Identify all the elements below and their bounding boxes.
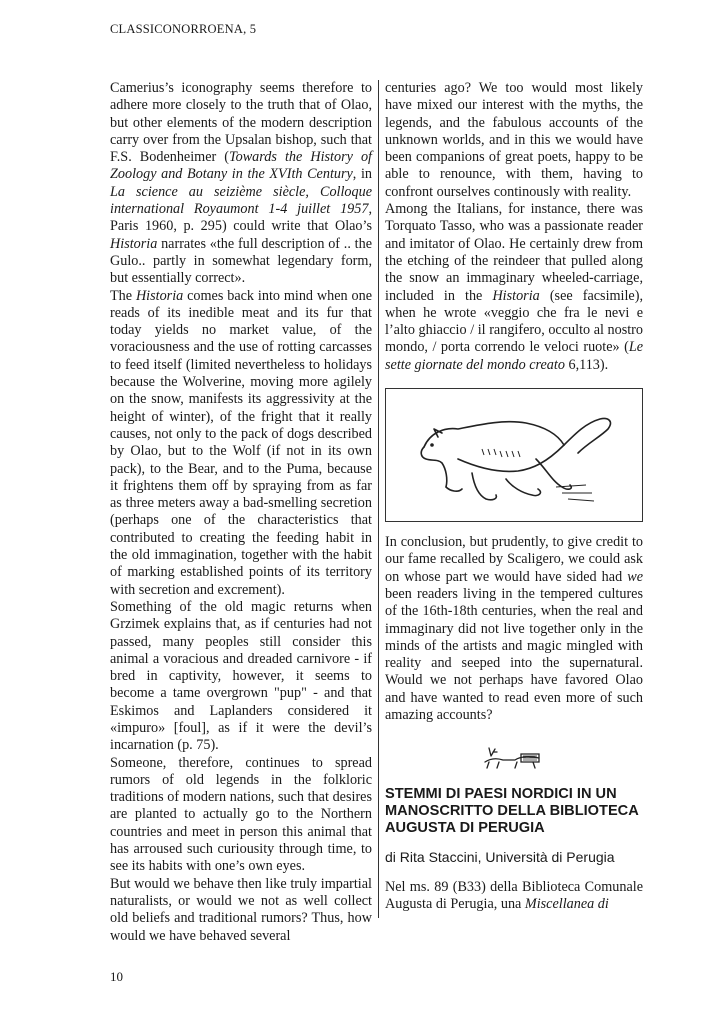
page-number: 10: [110, 969, 123, 984]
paragraph: [110, 755, 372, 876]
left-column: [110, 80, 372, 945]
text-run: comes back into mind when one reads of its inedible meat and its fur that today yields no market value, of the voraciousness and the use of rotting carcasses to feed itself (limited nevertheless to holidays because the Wolverine, moving more agilely on the snow, manifests its aggressivity at the height of winter), of the fright that it really causes, not only to the pack of dogs described by Olao, but to the Wolf (if not in its own pack), to the Bear, and to the Puma, because it frightens them off by spraying from as far as three meters away a bad-smelling secretion (perhaps one of the characteristics that contributed to creating the feeding habit in the old immagination, together with the habit of marking established points of its territory with secretion and excrement).: [110, 287, 372, 598]
text-run: been readers living in the tempered cultures of the 16th-18th centuries, when the real and immaginary did not live together only in the minds of the artists and magic mingled with reality and seeped into the supernatural. Would we not perhaps have favored Olao and have wanted to read even more of such amazing accounts?: [385, 585, 643, 724]
italic-text: Towards the History of Zoology and Botany in the XVIth Century: [110, 149, 372, 183]
italic-text: Historia: [492, 287, 540, 304]
text-run: Something of the old magic returns when Grzimek explains that, as if centuries had not passed, many peoples still consider this animal a voracious and dreaded carnivore - if bred in captivity, however, it seems to become a tame overgrown "pup" - and that Eskimos and Laplanders considered it «impuro» [foul], as if it were the devil’s incarnation (p. 75).: [110, 598, 372, 754]
right-column: [385, 80, 643, 913]
text-run: Camerius’s iconography seems therefore to adhere more closely to the truth that of Olao, but other elements of the modern description carry over from the Upsalan bishop, such that F.S. Bodenheimer (: [110, 80, 372, 166]
paragraph: [385, 879, 643, 914]
text-run: 6,113).: [564, 356, 609, 373]
reindeer-sled-ornament-icon: [481, 744, 543, 770]
right-column-bottom-text: [385, 534, 643, 724]
text-run: centuries ago? We too would most likely have mixed our interest with the myths, the legends, and the fabulous accounts of the unknown worlds, and in this we would have been companions of great poets, happy to be able to renounce, with them, having to confront ourselves continously with reality.: [385, 80, 643, 200]
paragraph: [110, 876, 372, 945]
text-run: Someone, therefore, continues to spread rumors of old legends in the folkloric traditions of modern nations, such that desires are planted to actually go to the Northern countries and meet in person this animal that has arroused such curiousity through time, to see its habits with one’s own eyes.: [110, 754, 372, 875]
text-run: narrates «the full description of .. the Gulo.. partly in somewhat legendary form, but essentially correct».: [110, 235, 372, 287]
text-run: , in: [352, 166, 372, 183]
italic-text: Historia: [135, 287, 184, 304]
wolverine-figure: [385, 388, 643, 522]
text-run: The: [110, 287, 136, 304]
text-run: But would we behave then like truly impartial naturalists, or would we not as well collect old beliefs and traditional rumors? Thus, how would we have behaved several: [110, 875, 372, 944]
section-byline: di Rita Staccini, Università di Perugia: [385, 849, 615, 866]
paragraph: [110, 599, 372, 755]
section-heading: STEMMI DI PAESI NORDICI IN UN MANOSCRITTO DELLA BIBLIOTECA AUGUSTA DI PERUGIA: [385, 786, 639, 837]
italic-text: we: [627, 568, 643, 585]
italic-text: La science au seizième siècle, Colloque international Royaumont 1-4 juillet 1957: [110, 183, 372, 218]
italic-text: Miscellanea di: [524, 895, 609, 912]
italic-text: Le sette giornate del mondo creato: [385, 339, 643, 373]
paragraph: [110, 80, 372, 288]
running-header: CLASSICONORROENA, 5: [110, 22, 257, 36]
paragraph: [385, 534, 643, 724]
italic-text: Historia: [110, 235, 158, 252]
paragraph: [110, 288, 372, 599]
text-run: Nel ms. 89 (B33) della Biblioteca Comunale Augusta di Perugia, una: [385, 878, 643, 912]
text-run: In conclusion, but prudently, to give credit to our fame recalled by Scaligero, we could ask on whose part we would have sided had: [385, 534, 643, 585]
text-run: Among the Italians, for instance, there was Torquato Tasso, who was a passionate reader and imitator of Olao. He certainly drew from the etching of the reindeer that pulled along the snow an immaginary wheeled-carriage, included in the: [385, 201, 643, 304]
section-intro-text: [385, 879, 643, 914]
column-divider: [378, 80, 379, 918]
text-run: (see facsimile), when he wrote «veggio che fra le nevi e l’alto ghiaccio / il rangifero, occulto al nostro mondo, / porta correndo le veloci ruote» (: [385, 287, 643, 356]
paragraph: [385, 80, 643, 201]
paragraph: [385, 201, 643, 374]
running-wolverine-icon: [386, 389, 641, 518]
text-run: , Paris 1960, p. 295) could write that Olao’s: [110, 201, 372, 235]
ornament: [385, 740, 643, 776]
right-column-top-text: [385, 80, 643, 374]
